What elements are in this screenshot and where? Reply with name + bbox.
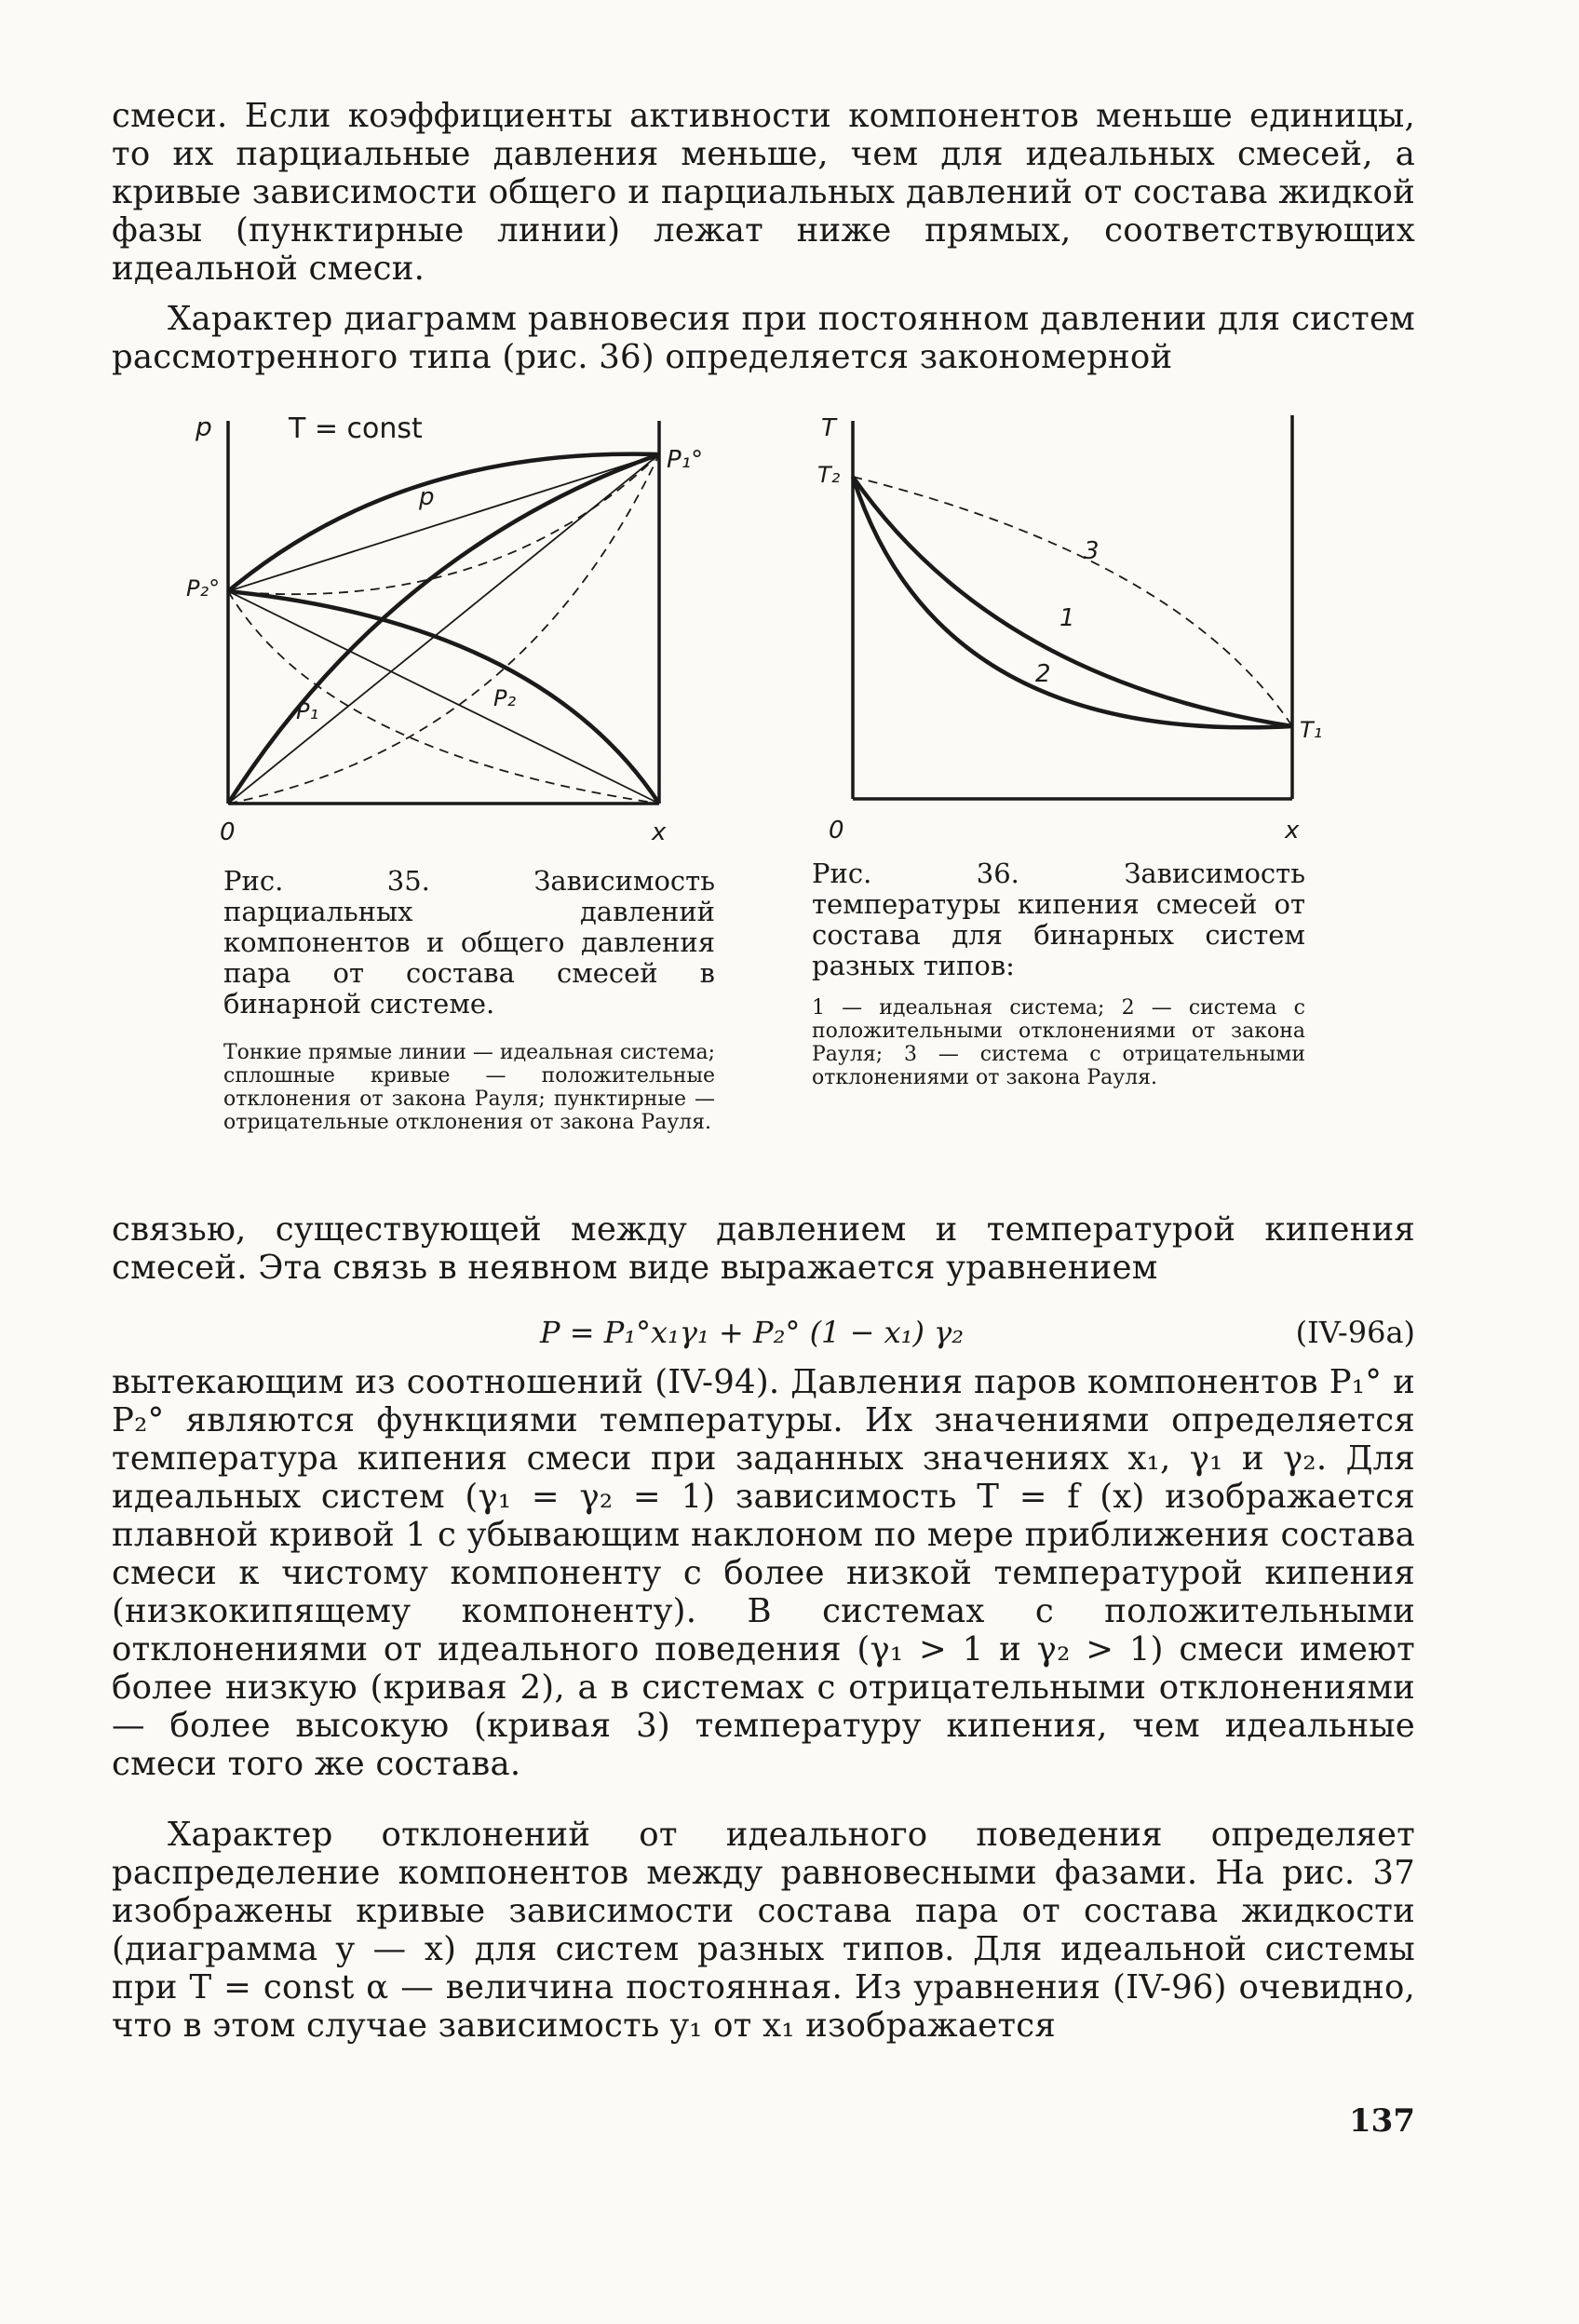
figure-36: [808, 410, 1329, 866]
fig35-total-pressure-label: p: [419, 483, 435, 511]
fig36-curve-1-label: 1: [1059, 604, 1075, 632]
figure-36-plot: [808, 410, 1329, 866]
paragraph-3: связью, существующей между давлением и температурой кипения смесей. Эта связь в неявном виде выражается уравнением: [112, 1210, 1415, 1287]
equation-number: (IV-96a): [1295, 1315, 1415, 1350]
fig36-curve-2: [853, 477, 1292, 727]
fig35-caption: Рис. 35. Зависимость парциальных давлений компонентов и общего давления пара от состава смесей в бинарной системе.: [223, 865, 715, 1020]
fig35-caption-note: Тонкие прямые линии — идеальная система; сплошные кривые — положительные отклонения от закона Рауля; пунктирные — отрицательные отклонения от закона Рауля.: [223, 1041, 715, 1134]
paragraph-2: [112, 300, 1415, 376]
paragraph-4: вытекающим из соотношений (IV-94). Давления паров компонентов P₁° и P₂° являются функциями температуры. Их значениями определяется температура кипения смеси при заданных значениях x₁, γ₁ и γ₂. Для идеальных систем (γ₁ = γ₂ = 1) зависимость T = f (x) изображается плавной кривой 1 с убывающим наклоном по мере приближения состава смеси к чистому компоненту с более низкой температурой кипения (низкокипящему компоненту). В системах с положительными отклонениями от идеального поведения (γ₁ > 1 и γ₂ > 1) смеси имеют более низкую (кривая 2), а в системах с отрицательными отклонениями — более высокую (кривая 3) температуру кипения, чем идеальные смеси того же состава.: [112, 1363, 1415, 1783]
fig36-t1-label: T₁: [1300, 717, 1323, 743]
page-number: 137: [1349, 2102, 1415, 2140]
equation-iv-96a: [112, 1315, 1415, 1356]
fig36-origin-label: 0: [829, 817, 844, 844]
paragraph-5: [112, 1816, 1415, 2045]
fig35-y-axis-label: p: [196, 412, 212, 442]
fig36-y-axis-label: T: [821, 414, 836, 442]
fig36-t2-label: T₂: [817, 462, 841, 488]
fig35-x-axis-label: x: [652, 818, 667, 846]
fig35-p1-top-label: P₁°: [667, 446, 704, 474]
paragraph-1: смеси. Если коэффициенты активности компонентов меньше единицы, то их парциальные давления меньше, чем для идеальных смесей, а кривые зависимости общего и парциальных давлений от состава жидкой фазы (пунктирные линии) лежат ниже прямых, соответствующих идеальной смеси.: [112, 97, 1415, 288]
fig36-x-axis-label: x: [1285, 817, 1300, 844]
fig35-partial-p2-label: P₂: [493, 685, 517, 711]
figure-35-plot: [186, 410, 745, 866]
equation-formula: P = P₁°x₁γ₁ + P₂° (1 − x₁) γ₂: [540, 1315, 965, 1350]
fig36-curve-3-label: 3: [1084, 537, 1100, 565]
fig35-ideal-p2-line: [228, 591, 659, 804]
figure-35: [186, 410, 745, 866]
fig35-origin-label: 0: [220, 818, 236, 846]
paragraph-2-text: Характер диаграмм равновесия при постоянном давлении для систем рассмотренного типа (рис. 36) определяется закономерной: [112, 300, 1415, 376]
fig35-p2-left-label: P₂°: [186, 575, 221, 601]
fig35-condition-label: T = const: [289, 412, 423, 445]
fig36-curve-2-label: 2: [1035, 660, 1051, 688]
fig35-partial-p1-label: P₁: [296, 698, 319, 724]
paragraph-5-text: Характер отклонений от идеального поведения определяет распределение компонентов между равновесными фазами. На рис. 37 изображены кривые зависимости состава пара от состава жидкости (диаграмма y — x) для систем разных типов. Для идеальной системы при T = const α — величина постоянная. Из уравнения (IV-96) очевидно, что в этом случае зависимость y₁ от x₁ изображается: [112, 1816, 1415, 2045]
fig36-caption-note: 1 — идеальная система; 2 — система с положительными отклонениями от закона Рауля; 3 — система с отрицательными отклонениями от закона Рауля.: [812, 996, 1305, 1089]
fig36-caption: Рис. 36. Зависимость температуры кипения смесей от состава для бинарных систем разных типов:: [812, 858, 1305, 981]
